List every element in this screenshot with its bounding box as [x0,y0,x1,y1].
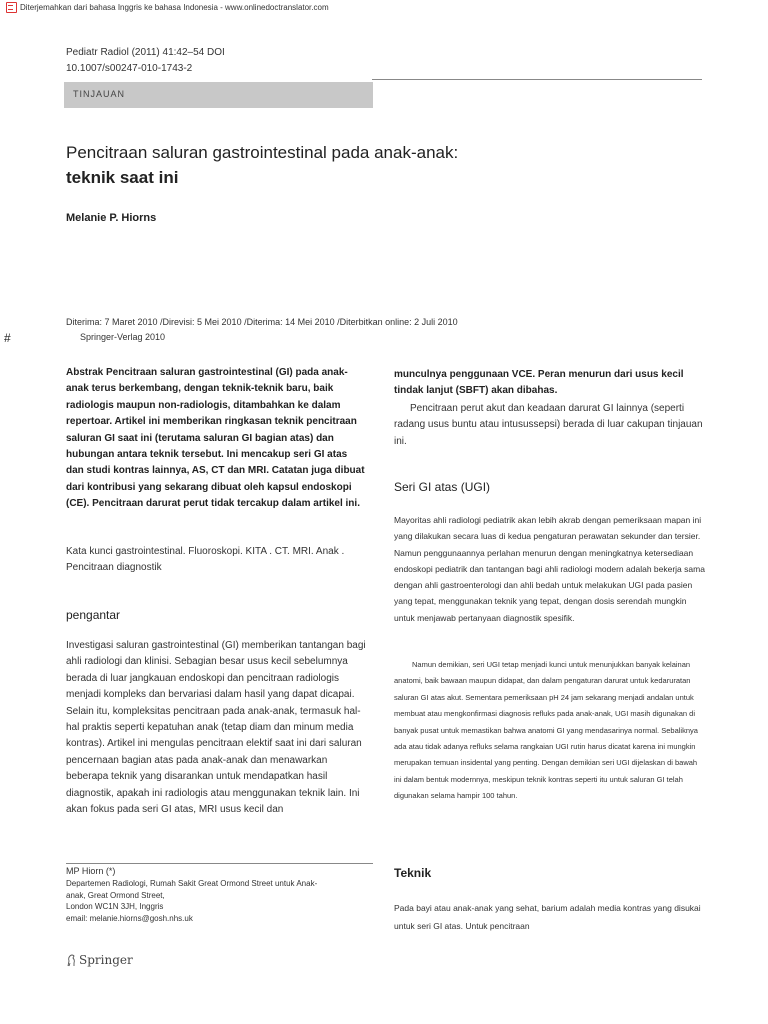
article-title-line2: teknik saat ini [66,168,179,187]
right-col-continuation [394,367,704,400]
ugi-text-1: Mayoritas ahli radiologi pediatrik akan lebih akrab dengan pemeriksaan mapan ini yang dilakukan secara luas di kedua pengaturan perawatan sekunder dan tersier. Namun penggunaannya perlahan menurun dengan meningkatnya ketersediaan endoskopi pediatrik dan tantangan bagi ahli radiologi modern adalah bekerja sama dengan ahli gastroenterologi dan ahli bedah untuk melakukan UGI pada pasien yang tepat, menggunakan teknik yang tepat, dengan dosis serendah mungkin untuk menjawab pertanyaan diagnostik spesifik. [394,515,705,623]
doi-line: 10.1007/s00247-010-1743-2 [66,63,193,74]
scope-paragraph [394,401,704,450]
abstract-text: Abstrak Pencitraan saluran gastrointestinal (GI) pada anak-anak terus berkembang, dengan teknik-teknik baru, baik radiologis maupun non-radiologis, ditambahkan ke dalam repertoar. Artikel ini memberikan ringkasan teknik pencitraan saluran GI saat ini (terutama saluran GI bagian atas) dan hubungan antara teknik tersebut. Ini mencakup seri GI atas dan studi kontras lainnya, AS, CT dan MRI. Catatan juga dibuat dari kontribusi yang sekarang dibuat oleh kapsul endoskopi (CE). Pencitraan darurat perut tidak tercakup dalam artikel ini. [66,367,365,510]
intro-paragraph [66,638,366,818]
intro-heading: pengantar [66,608,121,622]
ugi-text-2: Namun demikian, seri UGI tetap menjadi kunci untuk menunjukkan banyak kelainan anatomi, baik bawaan maupun didapat, dan dalam pengaturan darurat untuk kedaruratan saluran GI atas akut. Sementara pemeriksaan pH 24 jam sekarang menjadi andalan untuk membuat atau mengkonfirmasi diagnosis refluks pada anak-anak, UGI masih digunakan di banyak pusat untuk memastikan bahwa anatomi GI yang mendasarinya normal. Sebaliknya ada atau tidak adanya refluks selama rangkaian UGI rutin harus dicatat karena ini mungkin merupakan temuan insidental yang penting. Dengan demikian seri UGI dijelaskan di bawah ini dalam bentuk modernnya, meskipun teknik kontras seperti itu untuk saluran GI telah digunakan selama hampir 100 tahun. [394,660,698,801]
section-label: TINJAUAN [73,89,126,99]
header-rule [372,79,702,80]
contact-address-3: London WC1N 3JH, Inggris [66,902,164,912]
author-name: Melanie P. Hiorns [66,212,157,224]
springer-horse-icon [66,954,76,967]
contact-address-2: anak, Great Ormond Street, [66,890,165,900]
contact-email[interactable]: email: melanie.hiorns@gosh.nhs.uk [66,914,193,924]
pdf-icon [6,2,17,13]
article-title-line1: Pencitraan saluran gastrointestinal pada anak-anak: [66,143,459,162]
ugi-paragraph-1 [394,512,706,626]
citation-line: Pediatr Radiol (2011) 41:42–54 DOI [66,47,225,58]
intro-text: Investigasi saluran gastrointestinal (GI) memberikan tantangan bagi ahli radiologi dan klinisi. Sebagian besar usus kecil sebelumnya berada di luar jangkauan endoskopi dan pencitraan radiologis menjadi kompleks dan bervariasi dalam hasil yang dapat dicapai. Selain itu, kompleksitas pencitraan pada anak-anak, termasuk hal-hal praktis seperti kepatuhan anak (tetap diam dan minum media kontras). Artikel ini mengulas pencitraan elektif saat ini dari saluran pencernaan bagian atas pada anak-anak dan menawarkan beberapa teknik yang disarankan untuk mendapatkan hasil diagnostik, apakah ini radiologis atau menggunakan teknik lain. Ini akan fokus pada seri GI atas, MRI usus kecil dan [66,640,366,816]
ugi-heading: Seri GI atas (UGI) [394,480,491,494]
copyright-line: Springer-Verlag 2010 [80,332,166,342]
footnote-rule [66,863,373,864]
keywords [66,544,366,577]
publisher-logo [66,953,133,967]
contact-name: MP Hiorn (*) [66,866,116,876]
continuation-text: munculnya penggunaan VCE. Peran menurun dari usus kecil tindak lanjut (SBFT) akan dibahas. [394,369,684,397]
scope-text: Pencitraan perut akut dan keadaan darurat GI lainnya (seperti radang usus buntu atau intusussepsi) berada di luar cakupan tinjauan ini. [394,403,703,447]
section-bar [64,82,373,108]
banner-text: Diterjemahkan dari bahasa Inggris ke bahasa Indonesia - www.onlinedoctranslator.com [20,3,329,12]
author-contact [66,866,317,925]
ugi-paragraph-2 [394,657,706,805]
technique-paragraph [394,899,706,935]
technique-heading: Teknik [394,866,432,880]
publication-dates: Diterima: 7 Maret 2010 /Direvisi: 5 Mei 2010 /Diterima: 14 Mei 2010 /Diterbitkan online: 2 Juli 2010 [66,317,458,327]
abstract [66,365,366,513]
margin-mark: # [4,331,11,345]
contact-address-1: Departemen Radiologi, Rumah Sakit Great Ormond Street untuk Anak- [66,878,318,888]
keywords-text: Kata kunci gastrointestinal. Fluoroskopi. KITA . CT. MRI. Anak . Pencitraan diagnostik [66,546,345,574]
publisher-name: Springer [79,953,133,967]
journal-citation [66,45,225,77]
translator-banner [6,2,329,13]
technique-text: Pada bayi atau anak-anak yang sehat, barium adalah media kontras yang disukai untuk seri GI atas. Untuk pencitraan [394,903,701,931]
